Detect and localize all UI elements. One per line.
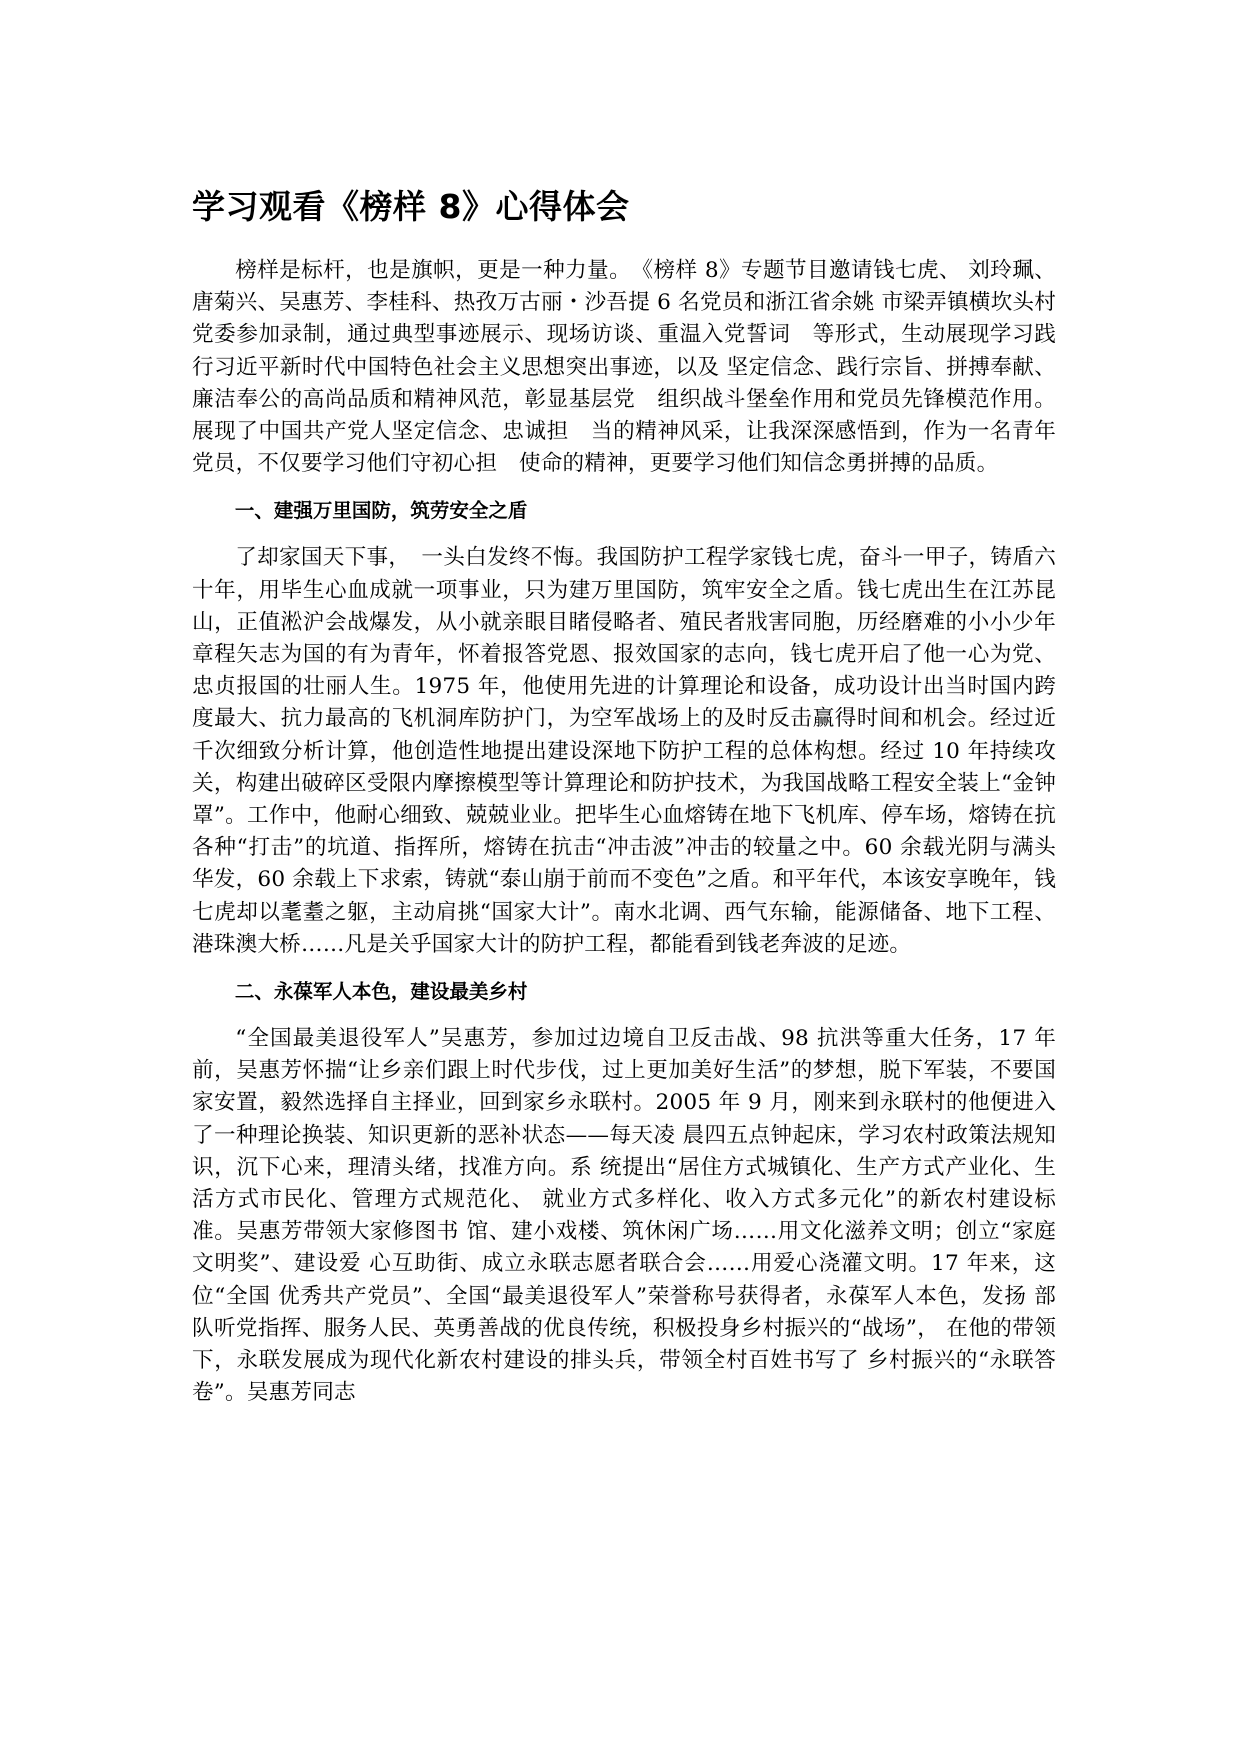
intro-paragraph: 榜样是标杆，也是旗帜，更是一种力量。 《榜样 8》专题节目邀请钱七虎、 刘玲珮、唐菊兴、吴惠芳、李桂科、热孜万古丽・沙吾提 6 名党员和浙江省余姚 市梁弄镇横坎头村党委参加录制，通过典型事迹展示、现场访谈、重温入党誓词 等形式，生动展现学习践行习近平新时代中国特色社会主义思想突出事迹，以及 坚定信念、践行宗旨、拼搏奉献、廉洁奉公的高尚品质和精神风范，彰显基层党 组织战斗堡垒作用和党员先锋模范作用。展现了中国共产党人坚定信念、忠诚担 当的精神风采，让我深深感悟到，作为一名青年党员，不仅要学习他们守初心担 使命的精神，更要学习他们知信念勇拼搏的品质。 [192,258,1056,477]
section-heading-1: 一、建强万里国防，筑劳安全之盾 [234,499,528,523]
section-heading-2: 二、永葆军人本色，建设最美乡村 [234,980,528,1004]
section-2-paragraph: “全国最美退役军人”吴惠芳，参加过边境自卫反击战、98 抗洪等重大任务，17 年前，吴惠芳怀揣“让乡亲们跟上时代步伐，过上更加美好生活”的梦想，脱下军装，不要国家安置，毅然选择自主择业，回到家乡永联村。2005 年 9 月，刚来到永联村的他便进入了一种理论换装、知识更新的恶补状态——每天凌 晨四五点钟起床，学习农村政策法规知识，沉下心来，理清头绪，找准方向。系 统提出“居住方式城镇化、生产方式产业化、生活方式市民化、管理方式规范化、 就业方式多样化、收入方式多元化”的新农村建设标准。吴惠芳带领大家修图书 馆、建小戏楼、筑休闲广场……用文化滋养文明；创立“家庭文明奖”、建设爱 心互助街、成立永联志愿者联合会……用爱心浇灌文明。17 年来，这位“全国 优秀共产党员”、全国“最美退役军人”荣誉称号获得者，永葆军人本色，发扬 部队听党指挥、服务人民、英勇善战的优良传统，积极投身乡村振兴的“战场”， 在他的带领下，永联发展成为现代化新农村建设的排头兵，带领全村百姓书写了 乡村振兴的“永联答卷”。吴惠芳同志 [192,1026,1056,1406]
section-1-paragraph: 了却家国天下事， 一头白发终不悔。我国防护工程学家钱七虎，奋斗一甲子，铸盾六十年，用毕生心血成就一项事业，只为建万里国防，筑牢安全之盾。钱七虎出生在江苏昆山，正值淞沪会战爆发，从小就亲眼目睹侵略者、殖民者戕害同胞，历经磨难的小小少年章程矢志为国的有为青年，怀着报答党恩、报效国家的志向，钱七虎开启了他一心为党、忠贞报国的壮丽人生。1975 年，他使用先进的计算理论和设备，成功设计出当时国内跨度最大、抗力最高的飞机洞库防护门，为空军战场上的及时反击赢得时间和机会。经过近千次细致分析计算，他创造性地提出建设深地下防护工程的总体构想。经过 10 年持续攻关，构建出破碎区受限内摩擦模型等计算理论和防护技术，为我国战略工程安全装上“金钟罩”。工作中，他耐心细致、兢兢业业。把毕生心血熔铸在地下飞机库、停车场，熔铸在抗各种“打击”的坑道、指挥所，熔铸在抗击“冲击波”冲击的较量之中。60 余载光阴与满头华发，60 余载上下求索，铸就“泰山崩于前而不变色”之盾。和平年代，本该安享晚年，钱七虎却以耄耋之躯，主动肩挑“国家大计”。南水北调、西气东输，能源储备、地下工程、港珠澳大桥……凡是关乎国家大计的防护工程，都能看到钱老奔波的足迹。 [192,545,1056,957]
document-title: 学习观看《榜样 8》心得体会 [192,187,630,226]
document-body [192,185,1056,1410]
